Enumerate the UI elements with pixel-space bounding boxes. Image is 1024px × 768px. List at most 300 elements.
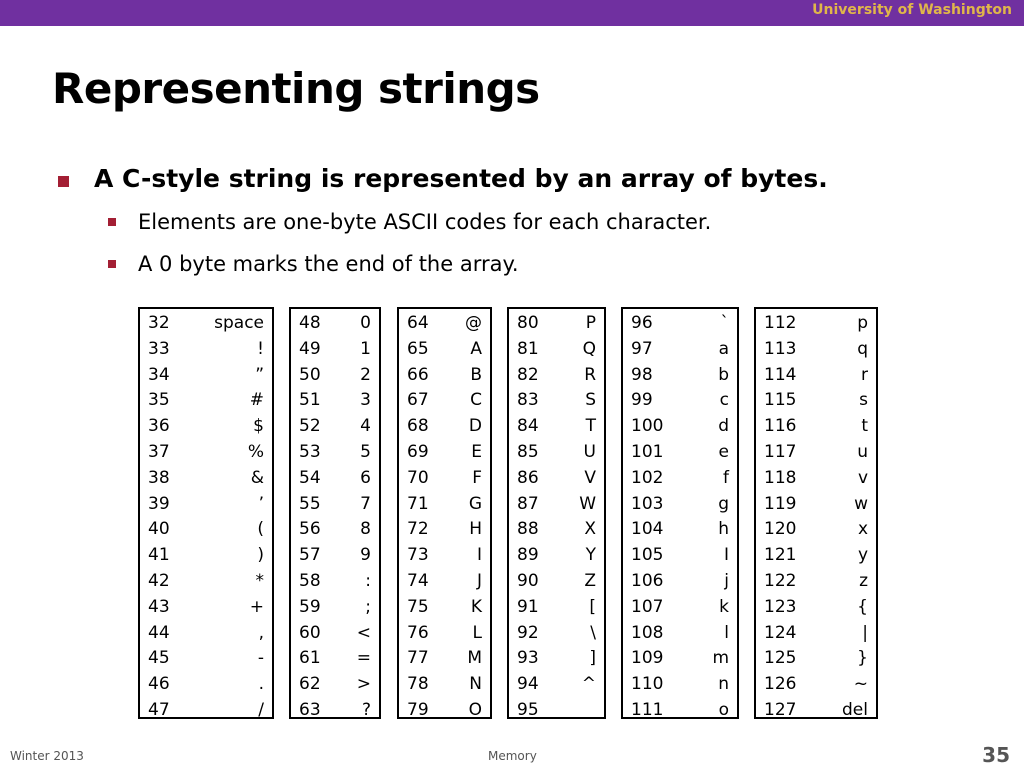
ascii-code: 39 <box>148 493 170 514</box>
table-row <box>631 337 729 363</box>
ascii-code: 71 <box>407 493 429 514</box>
table-row <box>299 621 371 647</box>
ascii-code: 75 <box>407 596 429 617</box>
ascii-char: * <box>255 570 264 591</box>
ascii-char: ” <box>255 364 264 385</box>
ascii-table-4 <box>507 307 606 719</box>
ascii-code: 125 <box>764 648 797 669</box>
table-row <box>299 388 371 414</box>
ascii-code: 99 <box>631 390 653 411</box>
table-row <box>407 363 482 389</box>
ascii-code: 52 <box>299 416 321 437</box>
table-row <box>148 440 264 466</box>
ascii-char: M <box>467 648 482 669</box>
table-row <box>407 543 482 569</box>
table-row <box>764 466 868 492</box>
table-row <box>631 646 729 672</box>
ascii-code: 32 <box>148 313 170 333</box>
table-row <box>517 414 596 440</box>
table-row <box>764 646 868 672</box>
table-row <box>148 543 264 569</box>
ascii-code: 33 <box>148 338 170 359</box>
ascii-char: j <box>724 570 729 591</box>
ascii-char: G <box>468 493 482 514</box>
table-row <box>407 517 482 543</box>
table-row <box>764 388 868 414</box>
ascii-code: 53 <box>299 441 321 462</box>
table-row <box>764 337 868 363</box>
ascii-char: : <box>365 570 371 591</box>
ascii-code: 93 <box>517 648 539 669</box>
table-row <box>299 595 371 621</box>
ascii-char: m <box>712 648 729 669</box>
table-row <box>517 569 596 595</box>
ascii-code: 49 <box>299 338 321 359</box>
ascii-code: 37 <box>148 441 170 462</box>
ascii-table-1 <box>138 307 274 719</box>
ascii-code: 102 <box>631 467 664 488</box>
ascii-char: Y <box>585 545 596 566</box>
table-row <box>764 517 868 543</box>
ascii-code: 48 <box>299 313 321 333</box>
table-row <box>148 672 264 698</box>
table-row <box>299 517 371 543</box>
bullet-text: A C-style string is represented by an array of bytes. <box>94 164 828 193</box>
table-row <box>631 388 729 414</box>
ascii-char: K <box>470 596 482 617</box>
ascii-char: g <box>718 493 729 514</box>
ascii-char: T <box>585 416 596 437</box>
ascii-code: 110 <box>631 674 664 695</box>
ascii-char: _ <box>587 699 596 720</box>
ascii-char: @ <box>465 313 482 333</box>
ascii-char: X <box>584 519 596 540</box>
ascii-char: # <box>249 390 264 411</box>
ascii-char: r <box>861 364 868 385</box>
bullet-text: A 0 byte marks the end of the array. <box>138 252 519 276</box>
ascii-code: 77 <box>407 648 429 669</box>
ascii-char: O <box>468 699 482 720</box>
ascii-code: 62 <box>299 674 321 695</box>
table-row <box>299 414 371 440</box>
ascii-char: = <box>356 648 371 669</box>
ascii-char: 0 <box>360 313 371 333</box>
ascii-code: 78 <box>407 674 429 695</box>
footer-term: Winter 2013 <box>10 749 84 763</box>
ascii-code: 103 <box>631 493 664 514</box>
table-row <box>407 595 482 621</box>
table-row <box>148 698 264 724</box>
ascii-code: 126 <box>764 674 797 695</box>
ascii-char: D <box>468 416 482 437</box>
table-row <box>299 672 371 698</box>
table-row <box>631 440 729 466</box>
ascii-char: e <box>718 441 729 462</box>
ascii-code: 40 <box>148 519 170 540</box>
ascii-char: 5 <box>360 441 371 462</box>
table-row <box>631 466 729 492</box>
ascii-char: u <box>857 441 868 462</box>
ascii-code: 88 <box>517 519 539 540</box>
ascii-char: P <box>585 313 596 333</box>
ascii-code: 105 <box>631 545 664 566</box>
ascii-char: V <box>584 467 596 488</box>
ascii-char: / <box>258 699 264 720</box>
table-row <box>631 517 729 543</box>
table-row <box>631 492 729 518</box>
ascii-code: 68 <box>407 416 429 437</box>
ascii-code: 118 <box>764 467 797 488</box>
table-row <box>407 621 482 647</box>
ascii-code: 74 <box>407 570 429 591</box>
table-row <box>407 466 482 492</box>
table-row <box>407 311 482 337</box>
ascii-code: 67 <box>407 390 429 411</box>
ascii-char: & <box>250 467 264 488</box>
table-row <box>764 621 868 647</box>
table-row <box>517 621 596 647</box>
ascii-char: space <box>214 313 264 333</box>
ascii-char: U <box>583 441 596 462</box>
ascii-char: N <box>469 674 482 695</box>
table-row <box>764 414 868 440</box>
table-row <box>517 595 596 621</box>
ascii-code: 114 <box>764 364 797 385</box>
table-row <box>148 337 264 363</box>
table-row <box>407 698 482 724</box>
ascii-code: 98 <box>631 364 653 385</box>
table-row <box>764 569 868 595</box>
ascii-code: 120 <box>764 519 797 540</box>
table-row <box>299 646 371 672</box>
ascii-code: 69 <box>407 441 429 462</box>
ascii-char: b <box>718 364 729 385</box>
ascii-char: % <box>247 441 264 462</box>
square-bullet-icon <box>58 176 69 187</box>
table-row <box>148 569 264 595</box>
table-row <box>148 646 264 672</box>
table-row <box>148 414 264 440</box>
ascii-char: f <box>723 467 729 488</box>
ascii-char: W <box>579 493 596 514</box>
ascii-char: ^ <box>581 674 596 695</box>
table-row <box>407 388 482 414</box>
ascii-char: 9 <box>360 545 371 566</box>
ascii-char: ? <box>361 699 371 720</box>
ascii-code: 90 <box>517 570 539 591</box>
ascii-code: 87 <box>517 493 539 514</box>
square-bullet-icon <box>108 260 116 268</box>
ascii-char: v <box>857 467 868 488</box>
ascii-code: 95 <box>517 699 539 720</box>
ascii-char: z <box>859 570 868 591</box>
ascii-code: 50 <box>299 364 321 385</box>
ascii-code: 83 <box>517 390 539 411</box>
ascii-char: | <box>862 622 868 643</box>
ascii-code: 92 <box>517 622 539 643</box>
ascii-char: q <box>857 338 868 359</box>
ascii-code: 46 <box>148 674 170 695</box>
table-row <box>148 363 264 389</box>
ascii-code: 81 <box>517 338 539 359</box>
ascii-code: 104 <box>631 519 664 540</box>
ascii-code: 97 <box>631 338 653 359</box>
ascii-char: [ <box>589 596 596 617</box>
ascii-char: Q <box>582 338 596 359</box>
ascii-char: S <box>585 390 596 411</box>
ascii-char: 3 <box>360 390 371 411</box>
table-row <box>148 388 264 414</box>
ascii-code: 121 <box>764 545 797 566</box>
ascii-char: ’ <box>258 493 264 514</box>
table-row <box>517 388 596 414</box>
table-row <box>517 672 596 698</box>
table-row <box>299 337 371 363</box>
ascii-char: F <box>472 467 482 488</box>
table-row <box>764 543 868 569</box>
ascii-code: 117 <box>764 441 797 462</box>
ascii-table-5 <box>621 307 739 719</box>
ascii-char: { <box>857 596 868 617</box>
table-row <box>407 672 482 698</box>
ascii-code: 60 <box>299 622 321 643</box>
ascii-code: 96 <box>631 313 653 333</box>
ascii-char: t <box>861 416 868 437</box>
table-row <box>631 595 729 621</box>
table-row <box>407 337 482 363</box>
table-row <box>517 543 596 569</box>
ascii-code: 107 <box>631 596 664 617</box>
table-row <box>764 698 868 724</box>
table-row <box>631 672 729 698</box>
ascii-char: ! <box>257 338 264 359</box>
ascii-code: 41 <box>148 545 170 566</box>
ascii-char: ) <box>257 545 264 566</box>
table-row <box>764 363 868 389</box>
table-row <box>764 595 868 621</box>
table-row <box>631 569 729 595</box>
ascii-table-6 <box>754 307 878 719</box>
ascii-code: 51 <box>299 390 321 411</box>
slide-title: Representing strings <box>52 64 540 113</box>
table-row <box>631 311 729 337</box>
ascii-char: . <box>258 674 264 695</box>
ascii-char: c <box>719 390 729 411</box>
table-row <box>517 698 596 724</box>
table-row <box>148 492 264 518</box>
ascii-char: \ <box>590 622 596 643</box>
ascii-code: 66 <box>407 364 429 385</box>
ascii-table-2 <box>289 307 381 719</box>
ascii-code: 115 <box>764 390 797 411</box>
ascii-char: I <box>723 545 729 566</box>
table-row <box>517 466 596 492</box>
table-row <box>631 698 729 724</box>
footer-topic: Memory <box>488 749 537 763</box>
ascii-char: > <box>356 674 371 695</box>
ascii-code: 65 <box>407 338 429 359</box>
ascii-code: 89 <box>517 545 539 566</box>
ascii-code: 116 <box>764 416 797 437</box>
ascii-code: 70 <box>407 467 429 488</box>
table-row <box>407 646 482 672</box>
institution-name: University of Washington <box>812 2 1012 18</box>
ascii-code: 72 <box>407 519 429 540</box>
ascii-char: x <box>857 519 868 540</box>
ascii-code: 80 <box>517 313 539 333</box>
table-row <box>148 517 264 543</box>
table-row <box>631 414 729 440</box>
ascii-code: 94 <box>517 674 539 695</box>
table-row <box>631 621 729 647</box>
ascii-code: 82 <box>517 364 539 385</box>
ascii-code: 56 <box>299 519 321 540</box>
ascii-code: 64 <box>407 313 429 333</box>
ascii-code: 36 <box>148 416 170 437</box>
ascii-char: I <box>476 545 482 566</box>
table-row <box>764 492 868 518</box>
table-row <box>407 492 482 518</box>
ascii-code: 76 <box>407 622 429 643</box>
square-bullet-icon <box>108 218 116 226</box>
ascii-code: 42 <box>148 570 170 591</box>
ascii-char: a <box>718 338 729 359</box>
table-row <box>517 646 596 672</box>
ascii-char: 1 <box>360 338 371 359</box>
ascii-char: Z <box>584 570 596 591</box>
ascii-code: 101 <box>631 441 664 462</box>
ascii-char: ; <box>365 596 371 617</box>
ascii-char: y <box>857 545 868 566</box>
ascii-code: 100 <box>631 416 664 437</box>
page-number: 35 <box>982 743 1010 767</box>
ascii-code: 73 <box>407 545 429 566</box>
table-row <box>299 440 371 466</box>
ascii-char: ~ <box>853 674 868 695</box>
ascii-code: 43 <box>148 596 170 617</box>
ascii-char: h <box>718 519 729 540</box>
ascii-code: 123 <box>764 596 797 617</box>
ascii-char: E <box>471 441 482 462</box>
table-row <box>148 621 264 647</box>
ascii-code: 63 <box>299 699 321 720</box>
ascii-char: 8 <box>360 519 371 540</box>
ascii-char: p <box>857 313 868 333</box>
ascii-char: l <box>724 622 729 643</box>
ascii-char: ` <box>720 313 729 333</box>
table-row <box>299 311 371 337</box>
ascii-code: 58 <box>299 570 321 591</box>
ascii-char: ] <box>589 648 596 669</box>
ascii-char: d <box>718 416 729 437</box>
ascii-code: 84 <box>517 416 539 437</box>
ascii-code: 127 <box>764 699 797 720</box>
ascii-char: 6 <box>360 467 371 488</box>
ascii-char: o <box>718 699 729 720</box>
ascii-code: 54 <box>299 467 321 488</box>
table-row <box>407 569 482 595</box>
table-row <box>407 414 482 440</box>
ascii-char: 7 <box>360 493 371 514</box>
table-row <box>299 569 371 595</box>
table-row <box>517 440 596 466</box>
table-row <box>299 698 371 724</box>
table-row <box>517 311 596 337</box>
ascii-code: 35 <box>148 390 170 411</box>
ascii-code: 119 <box>764 493 797 514</box>
ascii-char: del <box>842 699 868 720</box>
ascii-code: 61 <box>299 648 321 669</box>
ascii-char: A <box>470 338 482 359</box>
ascii-code: 109 <box>631 648 664 669</box>
ascii-char: s <box>859 390 868 411</box>
ascii-code: 45 <box>148 648 170 669</box>
ascii-code: 44 <box>148 622 170 643</box>
ascii-char: J <box>476 570 482 591</box>
ascii-code: 108 <box>631 622 664 643</box>
table-row <box>148 466 264 492</box>
table-row <box>299 363 371 389</box>
table-row <box>148 595 264 621</box>
ascii-table-3 <box>397 307 492 719</box>
ascii-code: 122 <box>764 570 797 591</box>
ascii-char: 2 <box>360 364 371 385</box>
ascii-code: 34 <box>148 364 170 385</box>
ascii-char: R <box>584 364 596 385</box>
ascii-char: $ <box>253 416 264 437</box>
table-row <box>764 440 868 466</box>
table-row <box>517 492 596 518</box>
ascii-code: 86 <box>517 467 539 488</box>
table-row <box>299 492 371 518</box>
ascii-char: < <box>356 622 371 643</box>
ascii-char: - <box>257 648 264 669</box>
ascii-char: L <box>472 622 482 643</box>
ascii-char: C <box>470 390 482 411</box>
table-row <box>299 543 371 569</box>
ascii-code: 38 <box>148 467 170 488</box>
ascii-code: 57 <box>299 545 321 566</box>
table-row <box>764 311 868 337</box>
ascii-code: 124 <box>764 622 797 643</box>
table-row <box>631 363 729 389</box>
ascii-char: ( <box>257 519 264 540</box>
ascii-char: k <box>719 596 729 617</box>
ascii-code: 113 <box>764 338 797 359</box>
ascii-code: 79 <box>407 699 429 720</box>
ascii-char: , <box>258 622 264 643</box>
ascii-code: 85 <box>517 441 539 462</box>
ascii-code: 112 <box>764 313 797 333</box>
ascii-char: w <box>854 493 868 514</box>
table-row <box>517 517 596 543</box>
table-row <box>407 440 482 466</box>
table-row <box>299 466 371 492</box>
ascii-code: 106 <box>631 570 664 591</box>
table-row <box>631 543 729 569</box>
ascii-char: H <box>469 519 482 540</box>
ascii-code: 59 <box>299 596 321 617</box>
header-bar <box>0 0 1024 26</box>
bullet-text: Elements are one-byte ASCII codes for each character. <box>138 210 712 234</box>
table-row <box>764 672 868 698</box>
ascii-code: 47 <box>148 699 170 720</box>
ascii-code: 55 <box>299 493 321 514</box>
table-row <box>517 363 596 389</box>
ascii-code: 111 <box>631 699 664 720</box>
ascii-char: 4 <box>360 416 371 437</box>
ascii-code: 91 <box>517 596 539 617</box>
